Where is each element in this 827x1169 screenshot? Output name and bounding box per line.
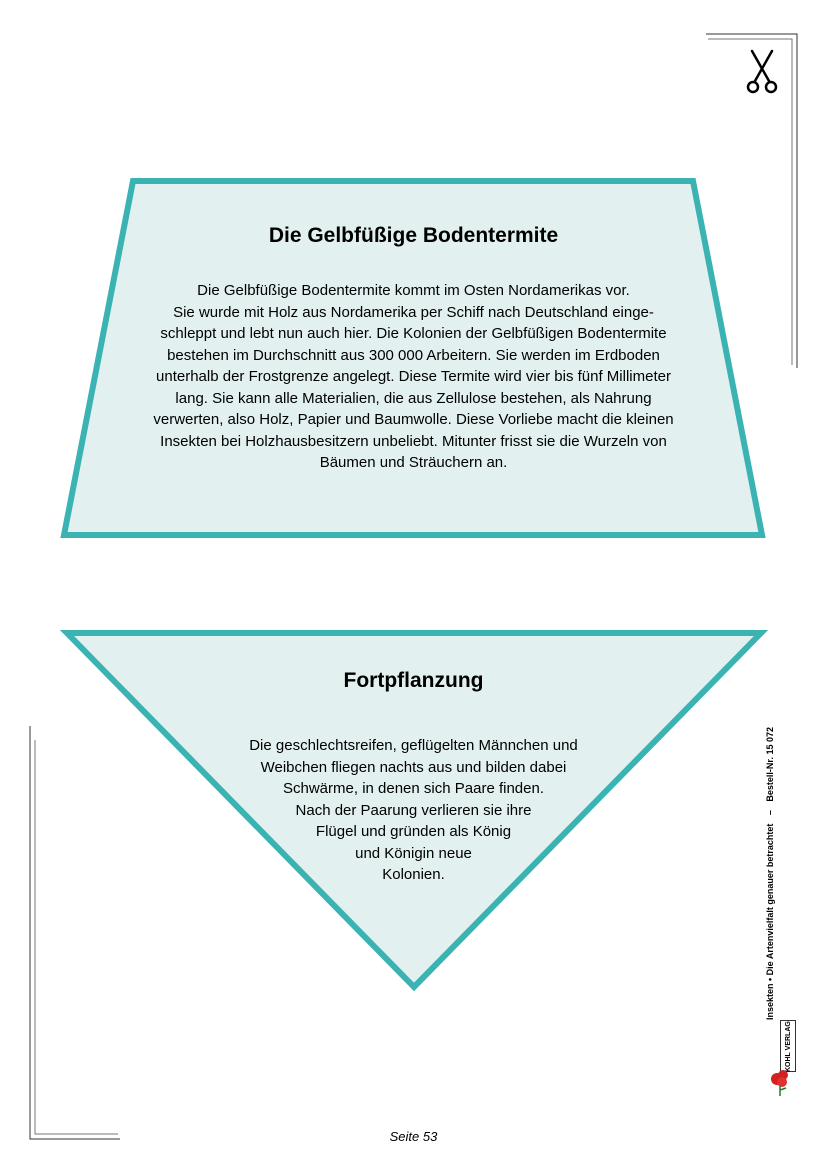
text-line: Nach der Paarung verlieren sie ihre bbox=[295, 801, 532, 819]
text-line: unterhalb der Frostgrenze angelegt. Diese Termite wird vier bis fünf Millimeter bbox=[156, 368, 671, 385]
order-number: Bestell-Nr. 15 072 bbox=[765, 727, 775, 802]
sidebar-info bbox=[760, 720, 796, 1020]
text-line: und Königin neue bbox=[355, 844, 472, 862]
text-line: Insekten bei Holzhausbesitzern unbeliebt. Mitunter frisst sie die Wurzeln von bbox=[160, 432, 667, 450]
publisher-name: KOHL VERLAG bbox=[785, 1021, 792, 1072]
text-line: lang. Sie kann alle Materialien, die aus Zellulose bestehen, als Nahrung bbox=[175, 389, 652, 407]
text-line: verwerten, also Holz, Papier und Baumwolle. Diese Vorliebe macht die kleinen bbox=[153, 411, 674, 428]
text-line: bestehen im Durchschnitt aus 300 000 Arbeitern. Sie werden im Erdboden bbox=[167, 346, 660, 364]
publisher-flower-icon bbox=[768, 1068, 798, 1098]
text-line: Weibchen fliegen nachts aus und bilden dabei bbox=[260, 758, 567, 776]
text-line: Sie wurde mit Holz aus Nordamerika per Schiff nach Deutschland einge- bbox=[173, 303, 654, 321]
page-number: Seite 53 bbox=[389, 1129, 438, 1144]
text-line: Die geschlechtsreifen, geflügelten Männchen und bbox=[249, 737, 578, 754]
card-text-reproduction bbox=[0, 735, 827, 886]
order-number-line bbox=[765, 727, 775, 1020]
kohl-verlag-logo bbox=[768, 1020, 798, 1100]
text-line: Schwärme, in denen sich Paare finden. bbox=[283, 780, 544, 797]
text-line: Bäumen und Sträuchern an. bbox=[319, 454, 508, 471]
text-line: Die Gelbfüßige Bodentermite kommt im Osten Nordamerikas vor. bbox=[197, 282, 630, 299]
card-title-reproduction: Fortpflanzung bbox=[343, 669, 484, 692]
text-line: Flügel und gründen als König bbox=[315, 823, 512, 840]
separator: – bbox=[765, 810, 775, 816]
card-title-termite: Die Gelbfüßige Bodentermite bbox=[268, 224, 559, 247]
series-title: Insekten • Die Artenvielfalt genauer betrachtet bbox=[765, 823, 775, 1020]
text-line: Kolonien. bbox=[382, 866, 445, 883]
text-line: schleppt und lebt nun auch hier. Die Kolonien der Gelbfüßigen Bodentermite bbox=[160, 325, 667, 342]
